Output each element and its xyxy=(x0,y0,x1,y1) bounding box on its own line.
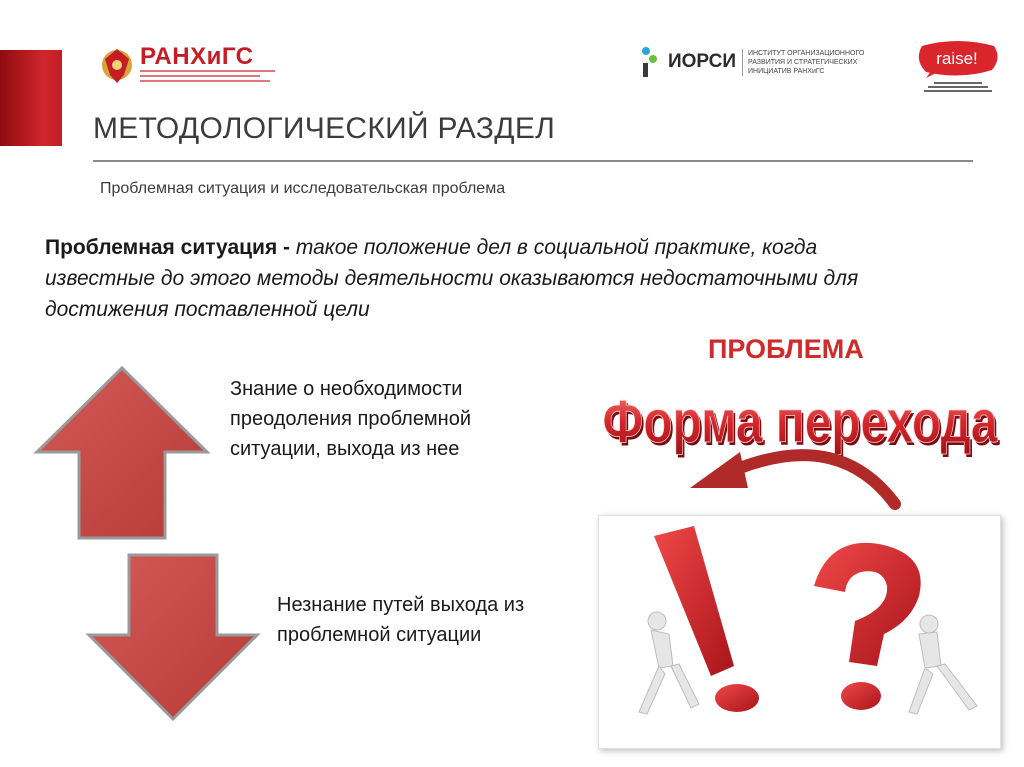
transition-graphic xyxy=(590,370,1010,515)
raise-caption xyxy=(920,80,996,97)
right-figure-icon xyxy=(909,615,977,714)
question-mark-icon xyxy=(814,543,921,666)
definition-term: Проблемная ситуация - xyxy=(45,236,296,259)
iorsi-logo xyxy=(640,40,898,84)
iorsi-name: ИОРСИ xyxy=(668,51,737,72)
ranepa-name: РАНХиГС xyxy=(140,43,254,70)
exclamation-question-illustration xyxy=(599,516,1000,748)
title-divider xyxy=(93,160,973,162)
slide-subtitle: Проблемная ситуация и исследовательская проблема xyxy=(100,180,506,197)
ranepa-logo xyxy=(100,42,275,90)
curved-arrow-icon xyxy=(740,455,895,504)
ignorance-text: Незнание путей выхода из проблемной ситуации xyxy=(277,594,525,646)
knowledge-text: Знание о необходимости преодоления проблемной ситуации, выхода из нее xyxy=(230,378,472,460)
eagle-emblem-icon xyxy=(100,45,134,87)
red-accent-bar xyxy=(0,50,62,146)
slide-title: МЕТОДОЛОГИЧЕСКИЙ РАЗДЕЛ xyxy=(93,112,556,145)
raise-logo xyxy=(912,40,1002,102)
left-figure-icon xyxy=(639,612,699,714)
ranepa-subtitle xyxy=(140,69,275,87)
definition-paragraph xyxy=(45,232,925,325)
iorsi-subtitle: ИНСТИТУТ ОРГАНИЗАЦИОННОГО РАЗВИТИЯ И СТРАТЕГИЧЕСКИХ ИНИЦИАТИВ РАНХиГС xyxy=(742,49,898,76)
transition-text: Форма перехода xyxy=(602,388,998,455)
raise-name: raise! xyxy=(936,49,978,68)
down-arrow-icon xyxy=(85,551,261,723)
transition-text-shadow: Форма перехода xyxy=(604,391,1000,458)
problem-label: ПРОБЛЕМА xyxy=(708,334,864,364)
definition-body: такое положение дел в социальной практике, когда известные до этого методы деятельности оказываются недостаточными для достижения поставленной цели xyxy=(45,236,859,321)
up-arrow-icon xyxy=(33,364,211,542)
iorsi-mark-icon xyxy=(640,45,662,79)
problem-illustration xyxy=(598,515,1001,749)
